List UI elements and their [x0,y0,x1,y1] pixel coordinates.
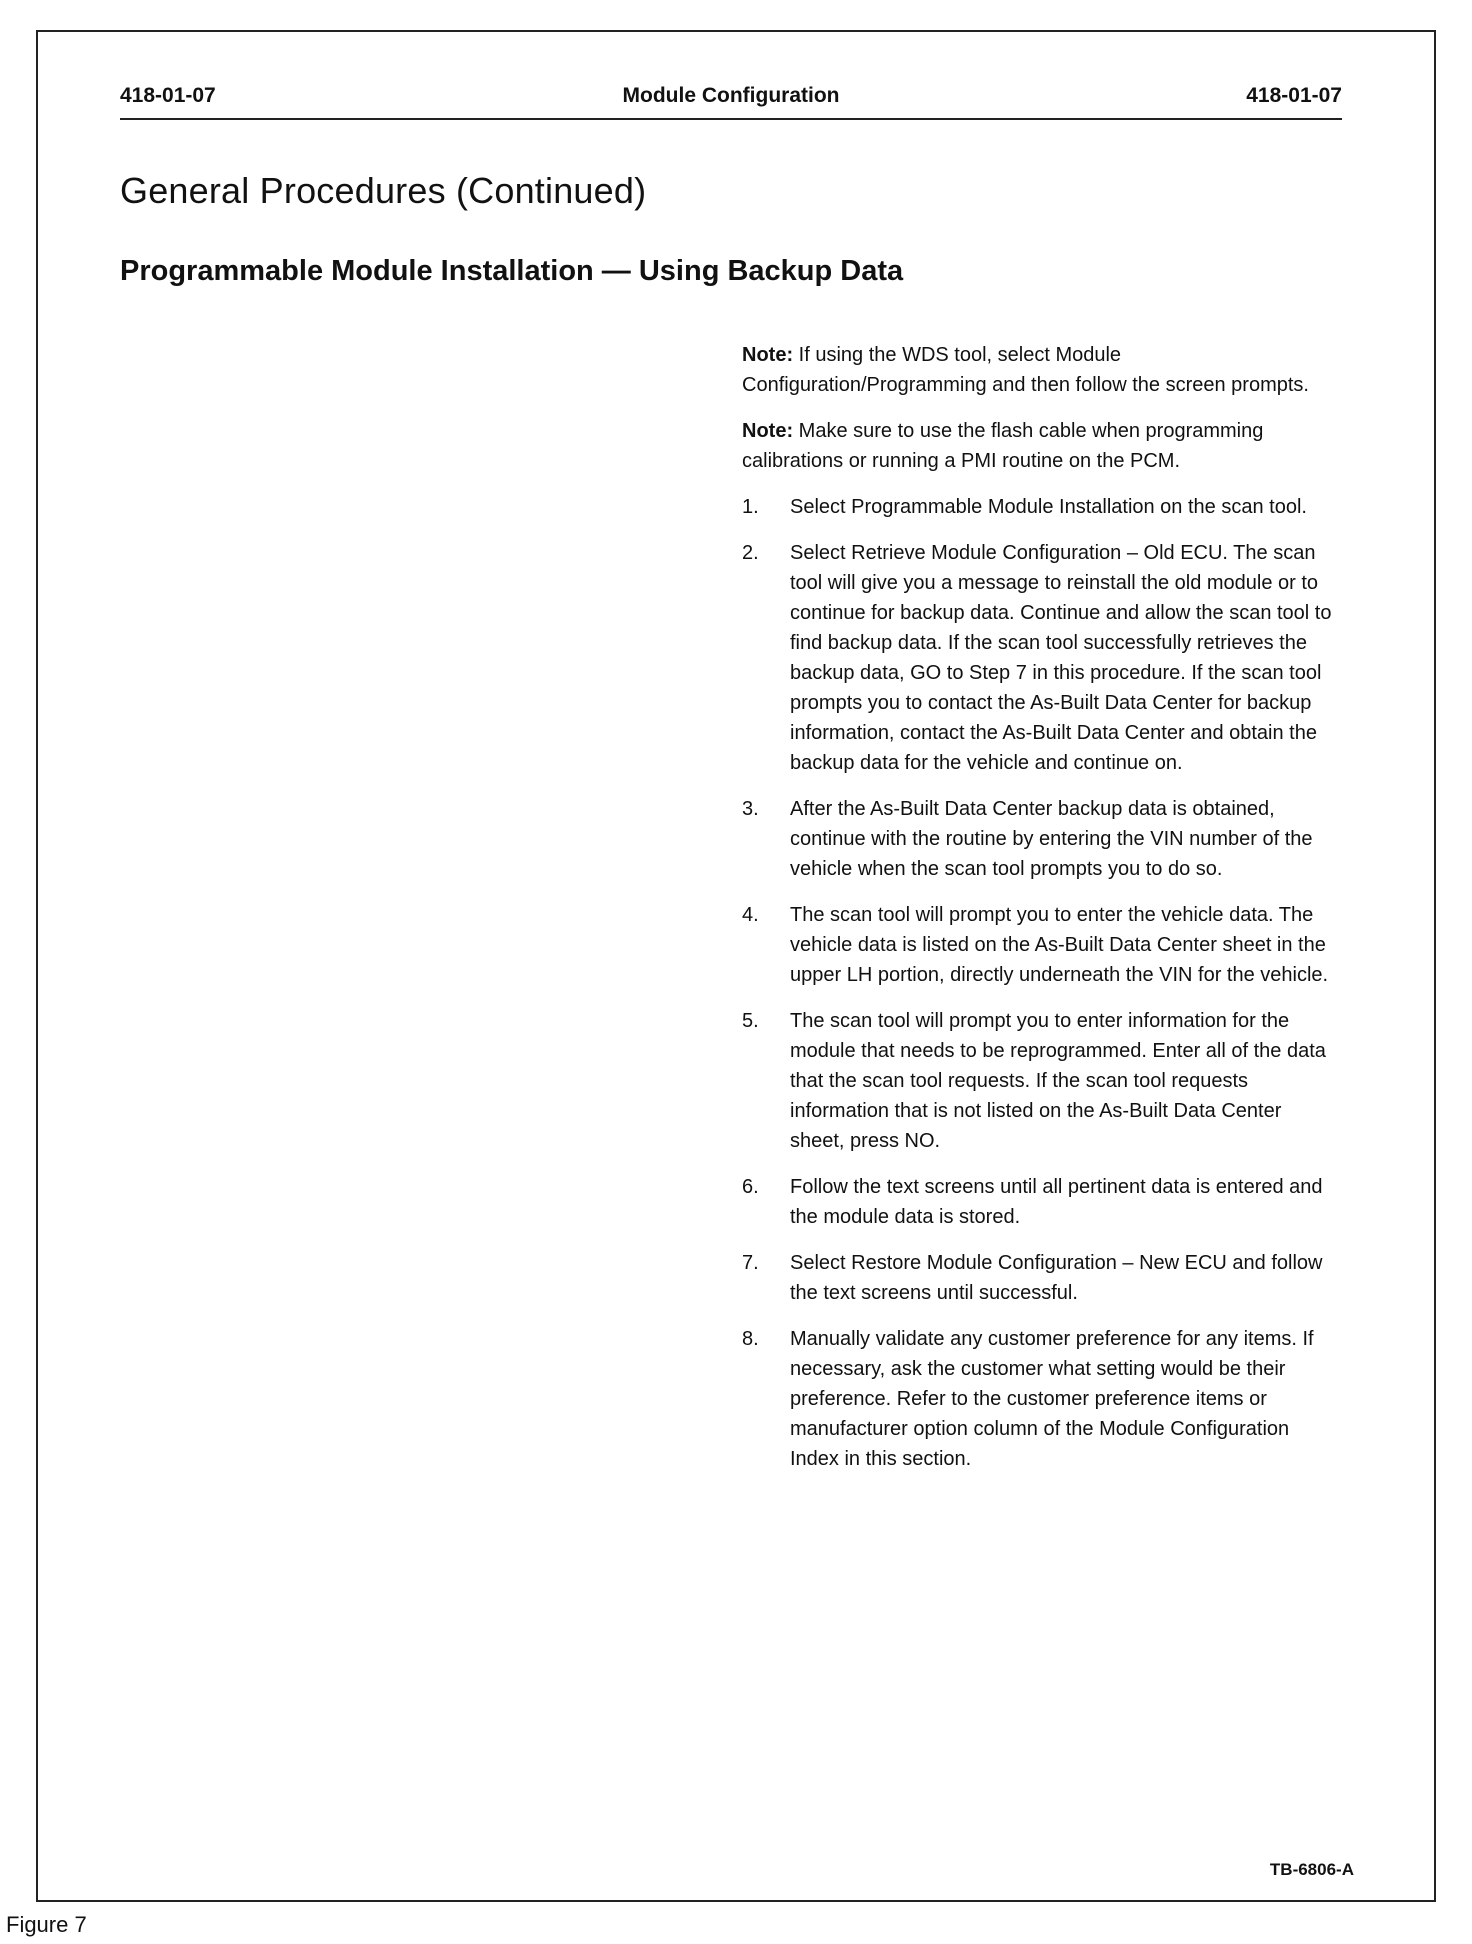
step-number: 1. [742,496,759,518]
note-text: Make sure to use the flash cable when programming calibrations or running a PMI routine on the PCM. [742,420,1264,472]
step-number: 4. [742,904,759,926]
step-text: Manually validate any customer preference for any items. If necessary, ask the customer what setting would be their preference. Refer to the customer preference items or manufacturer option column of the Module Configuration Index in this section. [790,1328,1314,1470]
step-text: Select Programmable Module Installation on the scan tool. [790,496,1307,518]
step-number: 8. [742,1328,759,1350]
step-4 [742,900,1338,990]
note-flash-cable [742,416,1338,476]
step-8 [742,1324,1338,1474]
step-2 [742,538,1338,778]
procedure-title: Programmable Module Installation — Using Backup Data [120,255,904,287]
step-7 [742,1248,1338,1308]
procedure-steps [742,492,1338,1474]
step-5 [742,1006,1338,1156]
step-number: 3. [742,798,759,820]
step-text: Select Restore Module Configuration – New ECU and follow the text screens until successful. [790,1252,1323,1304]
step-number: 7. [742,1252,759,1274]
figure-caption: Figure 7 [6,1912,87,1937]
note-label: Note: [742,420,794,442]
procedure-content [742,340,1338,1490]
note-text: If using the WDS tool, select Module Configuration/Programming and then follow the screen prompts. [742,344,1309,396]
running-header [120,84,1342,120]
step-number: 6. [742,1176,759,1198]
header-page-number-left: 418-01-07 [120,84,216,107]
step-3 [742,794,1338,884]
step-number: 2. [742,542,759,564]
step-text: Select Retrieve Module Configuration – Old ECU. The scan tool will give you a message to reinstall the old module or to continue for backup data. Continue and allow the scan tool to find backup data. If the scan tool successfully retrieves the backup data, GO to Step 7 in this procedure. If the scan tool prompts you to contact the As-Built Data Center for backup information, contact the As-Built Data Center and obtain the backup data for the vehicle and continue on. [790,542,1332,774]
section-title: General Procedures (Continued) [120,170,647,211]
step-1 [742,492,1338,522]
step-text: After the As-Built Data Center backup data is obtained, continue with the routine by entering the VIN number of the vehicle when the scan tool prompts you to do so. [790,798,1313,880]
note-wds-tool [742,340,1338,400]
step-text: The scan tool will prompt you to enter information for the module that needs to be reprogrammed. Enter all of the data that the scan tool requests. If the scan tool requests information that is not listed on the As-Built Data Center sheet, press NO. [790,1010,1326,1152]
step-text: The scan tool will prompt you to enter the vehicle data. The vehicle data is listed on the As-Built Data Center sheet in the upper LH portion, directly underneath the VIN for the vehicle. [790,904,1329,986]
note-label: Note: [742,344,794,366]
step-number: 5. [742,1010,759,1032]
step-6 [742,1172,1338,1232]
header-page-number-right: 418-01-07 [1246,84,1342,107]
figure-identifier: TB-6806-A [1269,1860,1354,1879]
step-text: Follow the text screens until all pertinent data is entered and the module data is stored. [790,1176,1323,1228]
header-title: Module Configuration [622,84,840,107]
